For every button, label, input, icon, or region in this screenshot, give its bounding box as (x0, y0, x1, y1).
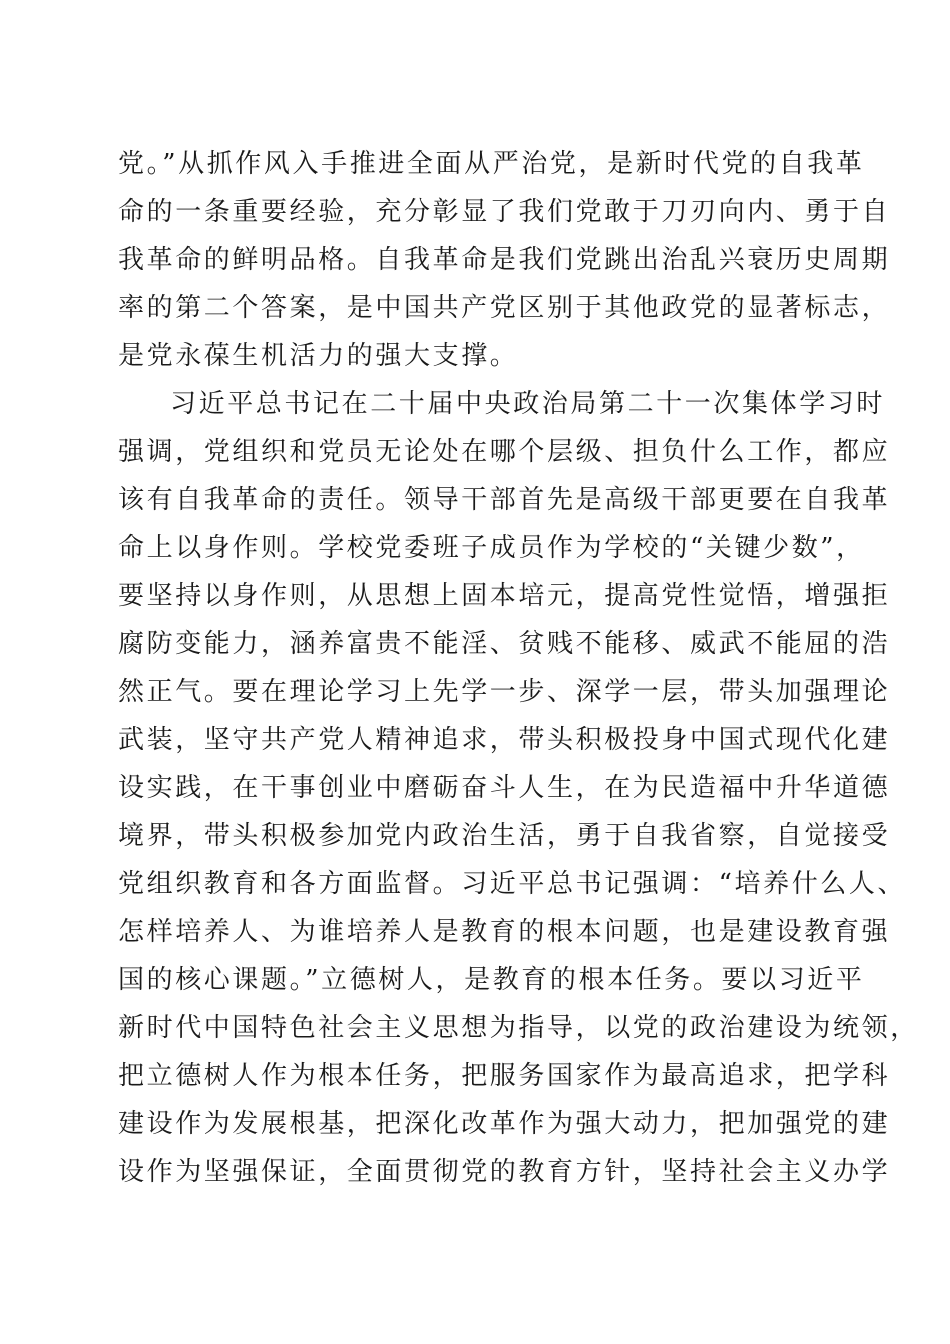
text-line: 腐防变能力，涵养富贵不能淫、贫贱不能移、威武不能屈的浩 (118, 629, 891, 659)
body-text (118, 140, 919, 1196)
text-line: 设作为坚强保证，全面贯彻党的教育方针，坚持社会主义办学 (118, 1157, 891, 1187)
text-line: 武装，坚守共产党人精神追求，带头积极投身中国式现代化建 (118, 725, 891, 755)
text-line: 党。”从抓作风入手推进全面从严治党，是新时代党的自我革 (118, 149, 865, 179)
text-line: 新时代中国特色社会主义思想为指导，以党的政治建设为统领， (118, 1013, 919, 1043)
text-line: 率的第二个答案，是中国共产党区别于其他政党的显著标志， (118, 293, 891, 323)
text-line: 习近平总书记在二十届中央政治局第二十一次集体学习时 (170, 389, 886, 419)
text-line: 是党永葆生机活力的强大支撑。 (118, 341, 519, 371)
text-line: 怎样培养人、为谁培养人是教育的根本问题，也是建设教育强 (118, 917, 891, 947)
text-line: 党组织教育和各方面监督。习近平总书记强调：“培养什么人、 (118, 869, 907, 899)
text-line: 强调，党组织和党员无论处在哪个层级、担负什么工作，都应 (118, 437, 891, 467)
paragraph-1 (118, 140, 891, 380)
text-line: 国的核心课题。”立德树人，是教育的根本任务。要以习近平 (118, 965, 865, 995)
text-line: 把立德树人作为根本任务，把服务国家作为最高追求，把学科 (118, 1061, 891, 1091)
text-line: 建设作为发展根基，把深化改革作为强大动力，把加强党的建 (118, 1109, 891, 1139)
text-line: 命的一条重要经验，充分彰显了我们党敢于刀刃向内、勇于自 (118, 197, 891, 227)
paragraph-2 (118, 380, 919, 1196)
text-line: 设实践，在干事创业中磨砺奋斗人生，在为民造福中升华道德 (118, 773, 891, 803)
text-line: 境界，带头积极参加党内政治生活，勇于自我省察，自觉接受 (118, 821, 891, 851)
text-line: 然正气。要在理论学习上先学一步、深学一层，带头加强理论 (118, 677, 891, 707)
text-line: 该有自我革命的责任。领导干部首先是高级干部更要在自我革 (118, 485, 891, 515)
text-line: 命上以身作则。学校党委班子成员作为学校的“关键少数”， (118, 533, 865, 563)
text-line: 要坚持以身作则，从思想上固本培元，提高党性觉悟，增强拒 (118, 581, 891, 611)
text-line: 我革命的鲜明品格。自我革命是我们党跳出治乱兴衰历史周期 (118, 245, 891, 275)
